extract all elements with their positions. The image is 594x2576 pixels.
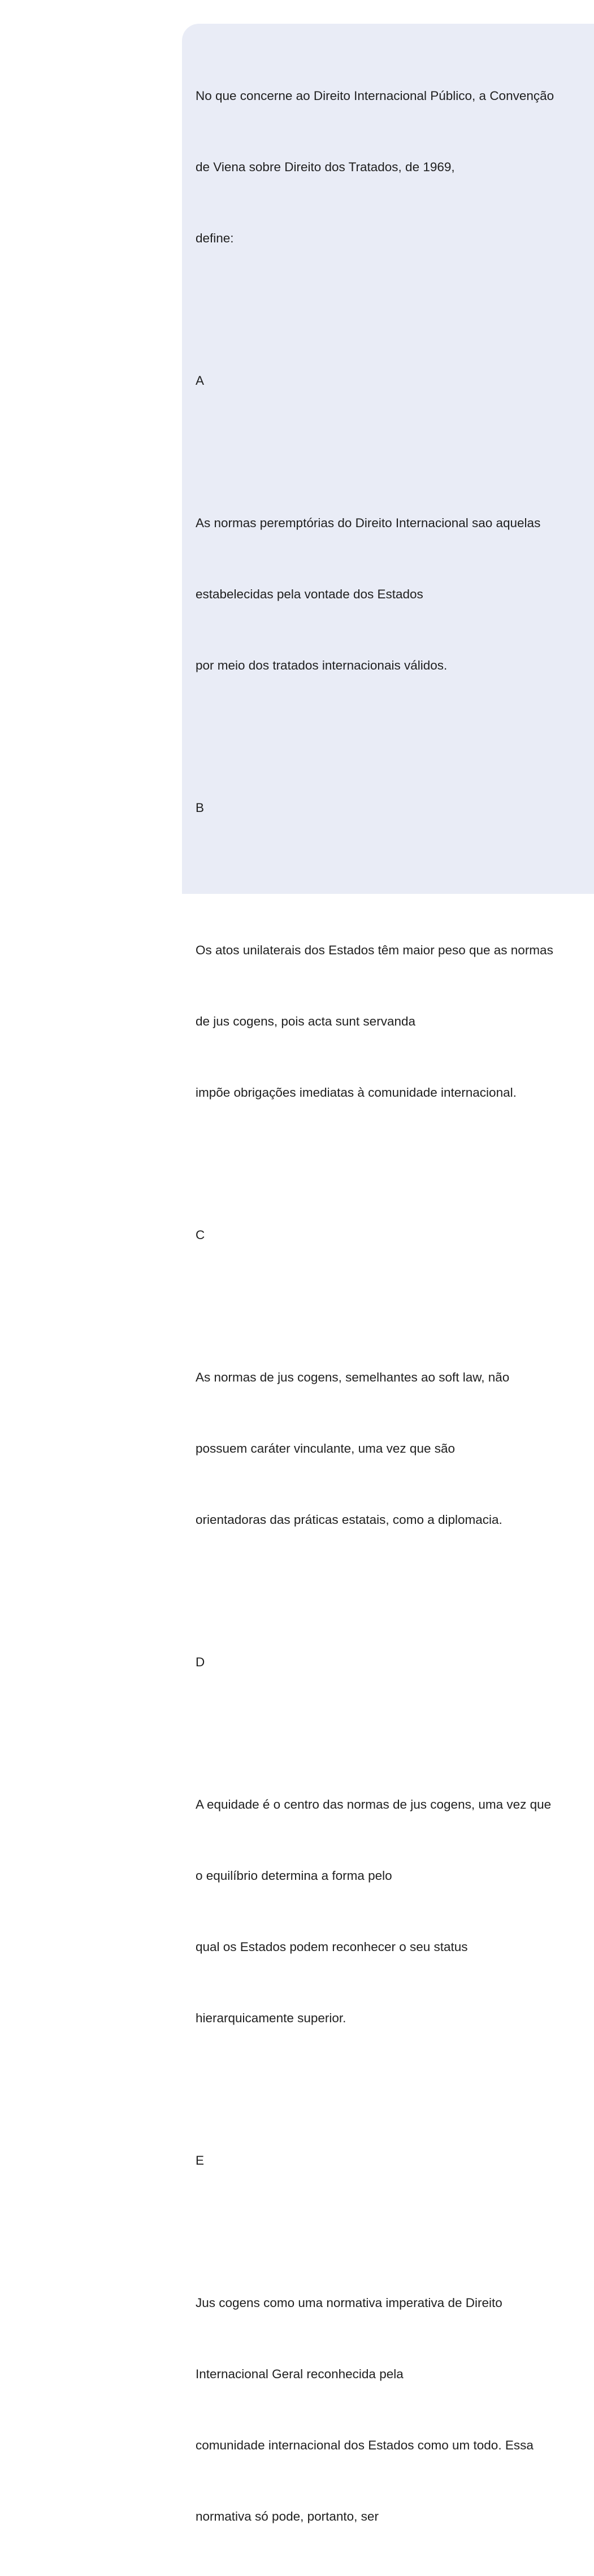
option-label-a: A: [196, 373, 205, 388]
blank-line: [196, 440, 587, 464]
blank-line: [196, 298, 587, 322]
option-label-e: E: [196, 2153, 205, 2167]
message-line: de Viena sobre Direito dos Tratados, de 1969,: [196, 160, 455, 174]
option-d-text: hierarquicamente superior.: [196, 2011, 346, 2025]
message-line: define:: [196, 231, 234, 245]
option-label-d: D: [196, 1655, 205, 1669]
option-c-text: orientadoras das práticas estatais, como a diplomacia.: [196, 1513, 502, 1527]
option-a-text: As normas peremptórias do Direito Internacional sao aquelas: [196, 516, 541, 530]
option-b-text: de jus cogens, pois acta sunt servanda: [196, 1014, 415, 1028]
option-label-c: C: [196, 1228, 205, 1242]
option-e-text: comunidade internacional dos Estados como um todo. Essa: [196, 2438, 534, 2452]
blank-line: [196, 1722, 587, 1745]
option-e-text: normativa só pode, portanto, ser: [196, 2509, 379, 2523]
option-label-b: B: [196, 801, 205, 815]
blank-line: [196, 1579, 587, 1603]
blank-line: [196, 725, 587, 749]
blank-line: [196, 2078, 587, 2101]
option-a-text: por meio dos tratados internacionais válidos.: [196, 658, 448, 672]
blank-line: [196, 1294, 587, 1318]
option-d-text: o equilíbrio determina a forma pelo: [196, 1869, 392, 1883]
option-b-text: Os atos unilaterais dos Estados têm maior peso que as normas: [196, 943, 553, 957]
option-c-text: possuem caráter vinculante, uma vez que são: [196, 1441, 455, 1456]
user-message-bubble: [182, 24, 594, 2523]
option-a-text: estabelecidas pela vontade dos Estados: [196, 587, 423, 601]
message-text: [196, 37, 587, 2576]
message-line: No que concerne ao Direito Internacional Público, a Convenção: [196, 89, 554, 103]
option-c-text: As normas de jus cogens, semelhantes ao soft law, não: [196, 1370, 510, 1384]
blank-line: [196, 867, 587, 891]
option-e-text: Internacional Geral reconhecida pela: [196, 2367, 404, 2381]
blank-line: [196, 1152, 587, 1176]
blank-line: [196, 2220, 587, 2244]
option-e-text: Jus cogens como uma normativa imperativa de Direito: [196, 2296, 502, 2310]
option-d-text: qual os Estados podem reconhecer o seu status: [196, 1940, 468, 1954]
option-b-text: impõe obrigações imediatas à comunidade internacional.: [196, 1085, 517, 1100]
option-d-text: A equidade é o centro das normas de jus cogens, uma vez que: [196, 1797, 552, 1812]
